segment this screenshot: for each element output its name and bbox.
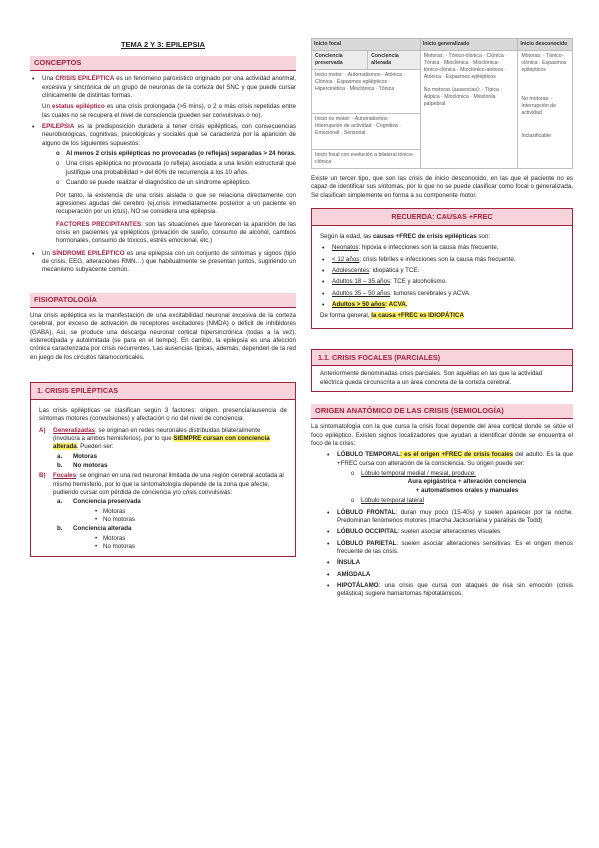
lobe-label: HIPOTÁLAMO <box>337 582 379 590</box>
fisio-paragraph: Una crisis epiléptica es la manifestación de una excitabilidad neuronal excesiva de la corteza cerebral, por exceso de activación de receptores excitadores (NMDA) o déficit de inhibidores (GABA). Así, se produce una descarga neuronal cortical hipersincrónica (todas a la vez), estereotipada y autolimitada (se para en el tiempo). En cambio, la epilepsia es una afección crónica caracterizada por crisis recurrentes. Las ausencias típicas, además, dependen de la red en juego de los circuitos tálamocorticales. <box>30 311 296 361</box>
sub-key: a. <box>57 452 63 460</box>
sub-value: Conciencia preservada <box>73 498 141 506</box>
text: : suelen asociar alteraciones visuales <box>397 528 501 536</box>
origen-intro: La sintomatología con la que cursa la crisis focal depende del área cortical donde se sitúe el foco epiléptico. Existen signos localizadores que ayudan a identificar dónde se encuentra el foco de la crisis: <box>311 423 573 448</box>
crisis-box <box>30 382 296 556</box>
highlight: la causa +FREC es IDIOPÁTICA <box>371 312 464 320</box>
table-header: Inicio generalizado <box>420 39 518 51</box>
text: causas +FREC de crisis epilépticas <box>372 232 477 240</box>
lobe-label: LÓBULO PARIETAL <box>337 539 397 547</box>
classification-table <box>311 38 573 169</box>
sindrome-list <box>30 250 296 275</box>
focales-box <box>311 349 573 392</box>
highlight: SIEMPRE cursan con conciencia alterada <box>53 434 270 451</box>
list-item <box>325 540 573 557</box>
cell-text: No motoras (ausencias): · Típica · Atípica · Mioclónica · Mioclonía palpebral <box>423 87 503 108</box>
text: Un <box>42 249 53 257</box>
temporal-sublist <box>351 470 573 505</box>
section-divider <box>30 70 296 71</box>
page-title: TEMA 2 Y 3: EPILEPSIA <box>120 40 206 49</box>
text: : se originan en una red neuronal limitada de una región cerebral acotada al mismo hemisferio, por lo que la sintomatología depende de la zona que afecte, pudiendo cursar con pérdida de conciencia y/o crisis convulsivas: <box>53 472 284 497</box>
text: del adulto. Es la que +FREC cursa con alteración de la consciencia. Su origen puede ser: <box>337 451 574 467</box>
lobe-label: LÓBULO OCCIPITAL <box>337 528 398 536</box>
section-divider <box>311 418 573 419</box>
text: : hipoxia e infecciones son la causa más frecuente. <box>358 244 499 252</box>
focales-sublist <box>57 498 287 551</box>
factores-paragraph <box>56 221 296 246</box>
table-subheader: Conciencia alterada <box>368 51 421 70</box>
list-item <box>320 267 564 275</box>
sub-item: o Lóbulo temporal lateral <box>351 497 573 505</box>
crisis-intro: Las crisis epilépticas se clasifican según 3 factores: origen, presencia/ausencia de síntomas motores (convulsiones) y afectación o no del nivel de conciencia: <box>39 406 287 423</box>
text: : se originan en redes neuronales distribuidas bilateralmente (involucra a ambos hemisferios), por lo que <box>53 426 261 442</box>
focales-heading: 1.1. CRISIS FOCALES (PARCIALES) <box>312 350 572 367</box>
lobe-label: LÓBULO TEMPORAL <box>337 451 400 459</box>
recuerda-box <box>311 208 573 329</box>
age-label: Adultos 35 – 50 años <box>332 289 391 297</box>
recuerda-heading: RECUERDA: CAUSAS +FREC <box>312 209 572 226</box>
text: : ACVA. <box>385 301 408 309</box>
text: : suelen asociar alteraciones sensitivas. Es el origen menos frecuente de las crisis. <box>337 539 573 555</box>
table-cell: Inicio no motor: · Automatismos · Interrupción de actividad · Cognitiva · Emocional · Sensorial <box>312 114 421 150</box>
text: : TCE y alcoholismo. <box>390 278 447 286</box>
text: es una crisis prolongada (>5 mins), o 2 o más crisis repetidas entre las cuales no se recupera el nivel de consciencia (pueden ser convulsivas o no). <box>42 103 296 119</box>
age-label: Adultos 18 – 35 años <box>332 278 391 286</box>
term-sindrome: SÍNDROME EPILÉPTICO <box>52 249 125 257</box>
tercer-paragraph: Existe un tercer tipo, que son las crisis de inicio desconocido, en las que el paciente no es capaz de identificar sus síntomas, por lo que no se puede clasificar como focal o generalizada. Se clasifican simplemente en forma a su componente motor. <box>311 175 573 199</box>
crisis-box-heading: 1. CRISIS EPILÉPTICAS <box>31 383 295 400</box>
dot-item: • No motoras <box>95 516 287 524</box>
sub-row <box>57 453 287 461</box>
sub-row <box>57 462 287 470</box>
sub-value: No motoras <box>73 461 108 469</box>
list-item <box>30 75 296 120</box>
term-epilepsia: EPILEPSIA <box>42 123 75 131</box>
sub-key: b. <box>57 461 63 469</box>
list-item <box>320 278 564 286</box>
item-focales <box>39 472 287 497</box>
cell-text: Motoras: · Tónico-clónica · Espasmos epilépticos <box>521 53 567 74</box>
text: Una <box>42 75 56 83</box>
right-column <box>311 0 573 602</box>
list-item <box>30 250 296 275</box>
paragraph: Por tanto, la existencia de una crisis aislada o que se relaciona directamente con agresiones agudas del cerebro (ej.crisis inmediatamente posterior a un paciente en recuperación por un ictus), NO se considera una epilepsia. <box>56 191 296 216</box>
table-cell <box>420 51 518 169</box>
dot-list <box>95 508 287 525</box>
list-item <box>320 301 564 309</box>
sub-item: o Cuando se puede realizar el diagnóstico de un síndrome epiléptico. <box>56 179 296 187</box>
age-label: < 12 años <box>332 255 360 263</box>
list-item <box>325 528 573 536</box>
age-label: Adultos > 50 años <box>332 301 386 309</box>
text: : crisis febriles e infecciones son la causa más frecuente. <box>359 255 516 263</box>
focales-body: Anteriormente denominadas crisis parciales. Son aquéllas en las que la actividad eléctrica queda circunscrita a un área concreta de la corteza cerebral. <box>320 370 543 386</box>
causes-list <box>320 244 564 309</box>
list-item <box>320 256 564 264</box>
term-estatus: estatus epiléptico <box>52 103 105 111</box>
sub-item: o Al menos 2 crisis epilépticas no provocadas (o reflejas) separadas > 24 horas. <box>56 150 296 158</box>
cell-text: Motoras: · Tónico-clónica · Clónica · Tónica · Mioclónica · Mioclónica-tónico-clónica · Mioclónico-atónica · Atónica · Espasmos epilépticos <box>423 53 507 81</box>
conceptos-list <box>30 75 296 187</box>
recuerda-outro <box>320 312 564 320</box>
list-item <box>320 244 564 252</box>
list-item: • ÍNSULA <box>325 559 573 567</box>
text: De forma general, <box>320 312 372 320</box>
term-focales: Focales <box>53 472 77 480</box>
section-heading-origen: ORIGEN ANATÓMICO DE LAS CRISIS (SEMIOLOGÍA) <box>311 404 573 418</box>
text: : idiopática y TCE. <box>369 266 420 274</box>
epilepsia-sublist <box>56 150 296 187</box>
text: . Pueden ser: <box>76 443 114 451</box>
dot-item: • Motoras <box>95 535 287 543</box>
estatus-paragraph <box>42 103 296 120</box>
section-heading-conceptos: CONCEPTOS <box>30 56 296 70</box>
list-item <box>30 123 296 188</box>
table-subheader: Conciencia preservada <box>312 51 368 70</box>
term-crisis-epileptica: CRISIS EPILÉPTICA <box>55 75 115 83</box>
table-cell: Inicio motor: · Automatismos · Atónica · Clónica · Espasmos epilépticos · Hipercinética · Mioclónica · Tónica <box>312 70 421 114</box>
cell-text: No motoras: · Interrupción de actividad <box>521 96 556 117</box>
table-header: Inicio desconocido <box>518 39 573 51</box>
term-factores: FACTORES PRECIPITANTES <box>56 220 142 228</box>
text: Un <box>42 103 53 111</box>
lobe-label: LÓBULO FRONTAL <box>337 508 396 516</box>
text: Según la edad, las <box>320 232 373 240</box>
dot-list <box>95 535 287 552</box>
letter-a: A) <box>39 426 46 434</box>
table-header: Inicio focal <box>312 39 421 51</box>
sub-row: b. Conciencia alterada <box>57 525 132 533</box>
generalizadas-sublist <box>57 453 287 471</box>
text <box>53 427 287 452</box>
text: es un fenómeno paroxístico originado por una actividad anormal, excesiva y sincrónica de un grupo de neuronas de la corteza del SNC y que puede cursar clínicamente de distintas formas. <box>42 75 296 99</box>
highlight: : es el origen +FREC de crisis focales <box>399 451 514 459</box>
lobes-list <box>325 451 573 598</box>
list-item: • AMÍGDALA <box>325 571 573 579</box>
list-item <box>320 290 564 298</box>
list-item <box>325 451 573 505</box>
text: : duran muy poco (15-40s) y suelen aparecer por la noche. Predominan fenómenos motores (marcha Jacksoniana y parálisis de Todd) <box>337 508 574 524</box>
section-heading-fisiopatologia: FISIOPATOLOGÍA <box>30 293 296 307</box>
text: : tumores cerebrales y ACVA. <box>390 289 471 297</box>
recuerda-body <box>312 226 572 328</box>
text <box>53 472 287 497</box>
list-item <box>325 582 573 599</box>
dot-item: • No motoras <box>95 543 287 551</box>
text: son: <box>476 232 491 240</box>
crisis-box-body <box>31 400 295 556</box>
table-cell <box>518 51 573 169</box>
sub-value: Motoras <box>73 452 98 460</box>
cell-text: Inclasificable <box>521 133 552 140</box>
sub-value: Conciencia alterada <box>73 525 132 533</box>
item-generalizadas <box>39 427 287 452</box>
text: + automatismos orales y manuales <box>415 486 519 494</box>
text: : una crisis que cursa con ataques de risa sin emoción (crisis gelástica) sugiere hamartomas hipotalámicos. <box>337 582 573 598</box>
section-divider <box>30 307 296 308</box>
list-item <box>325 509 573 526</box>
age-label: Adolescentes <box>332 266 370 274</box>
highlight <box>332 301 407 308</box>
recuerda-intro <box>320 233 564 241</box>
term-generalizadas: Generalizadas <box>53 426 95 434</box>
sub-row: a. Conciencia preservada <box>57 498 141 506</box>
left-column <box>30 0 296 557</box>
text: es una epilepsia con un conjunto de síntomas y signos (tipo de crisis, EEG, alteraciones RMN…) que habitualmente se presentan juntos, sugiriendo un mecanismo subyacente común. <box>42 249 296 274</box>
sub-item: o Una crisis epiléptica no provocada (o refleja) asociada a una lesión estructural que justifique una probabilidad > del 60% de recurrencia a los 10 años. <box>56 160 296 177</box>
table-cell: Inicio focal con evolución a bilateral tónico-clónica <box>312 150 421 169</box>
sub-item <box>351 470 573 495</box>
letter-b: B) <box>39 472 46 480</box>
dot-item: • Motoras <box>95 508 287 516</box>
text: Aura epigástrica + alteración conciencia <box>407 478 527 486</box>
text: es la predisposición duradera a tener crisis epilépticas, con consecuencias neurobiológicas, cognitivas, psicológicas y sociales que se caracteriza por la aparición de alguno de los siguientes supuestos: <box>42 123 296 147</box>
text: : son las situaciones que favorecen la aparición de las crisis en pacientes ya epilépticos (privación de sueño, consumo de alcohol, cambios hormonales, consumo de tóxicos, estrés emocional, etc.) <box>56 220 297 245</box>
text: Lóbulo temporal medial / mesial, produce: <box>361 470 476 478</box>
age-label: Neonatos <box>332 244 359 252</box>
